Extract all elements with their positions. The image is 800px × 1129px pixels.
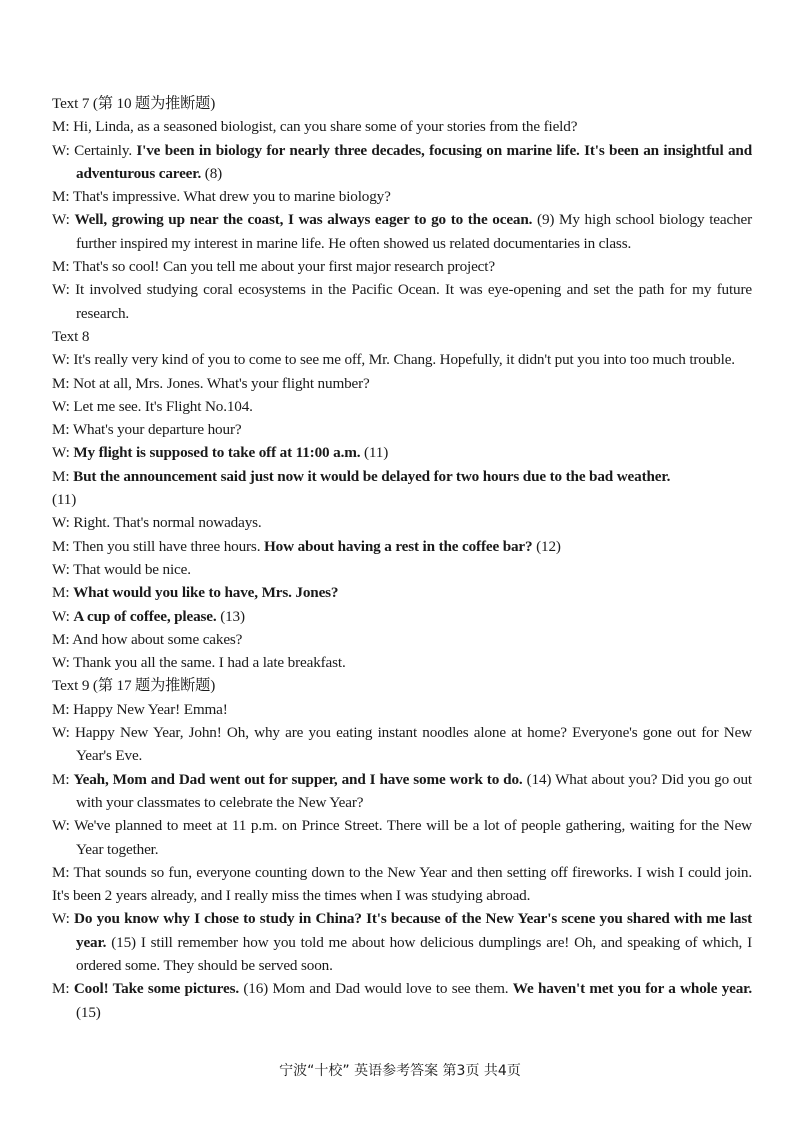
answer-highlight: I've been in biology for nearly three decades, focusing on marine life. It's been an insightful and adventurous career. bbox=[76, 141, 752, 182]
dialogue-line bbox=[52, 208, 752, 255]
line-text: And how about some cakes? bbox=[72, 630, 243, 648]
speaker-label: W: bbox=[52, 654, 70, 672]
section-heading-text7: Text 7 (第 10 题为推断题) bbox=[52, 95, 216, 112]
speaker-label: M: bbox=[52, 630, 70, 648]
speaker-label: W: bbox=[52, 397, 70, 415]
dialogue-line bbox=[52, 721, 752, 768]
line-text: (14) What about you? Did you go out with your classmates to celebrate the New Year? bbox=[76, 770, 753, 811]
dialogue-line bbox=[52, 115, 752, 138]
dialogue-line bbox=[52, 511, 752, 534]
dialogue-line bbox=[52, 255, 752, 278]
question-ref: (8) bbox=[204, 164, 223, 182]
dialogue-line bbox=[52, 698, 752, 721]
answer-highlight: Well, growing up near the coast, I was always eager to go to the ocean. bbox=[74, 211, 533, 229]
page-footer: 宁波“十校” 英语参考答案 第3页 共4页 bbox=[279, 1063, 521, 1079]
dialogue-line bbox=[52, 628, 752, 651]
answer-highlight: How about having a rest in the coffee bar? bbox=[264, 537, 533, 555]
document-page bbox=[52, 92, 752, 1024]
dialogue-line bbox=[52, 395, 752, 418]
answer-highlight: We haven't met you for a whole year. bbox=[512, 980, 753, 998]
speaker-label: M: bbox=[52, 118, 70, 136]
speaker-label: W: bbox=[52, 910, 70, 928]
dialogue-line bbox=[52, 768, 752, 815]
dialogue-line bbox=[52, 861, 752, 908]
line-text: (15) I still remember how you told me about how delicious dumplings are! Oh, and speaking of which, I ordered some. They should be served soon. bbox=[76, 933, 753, 974]
line-text: Hi, Linda, as a seasoned biologist, can you share some of your stories from the field? bbox=[73, 118, 578, 136]
speaker-label: W: bbox=[52, 141, 70, 159]
answer-highlight: Yeah, Mom and Dad went out for supper, and I have some work to do. bbox=[73, 770, 523, 788]
dialogue-line bbox=[52, 814, 752, 861]
answer-highlight: My flight is supposed to take off at 11:00 a.m. bbox=[73, 444, 361, 462]
speaker-label: W: bbox=[52, 211, 70, 229]
speaker-label: W: bbox=[52, 817, 70, 835]
dialogue-line bbox=[52, 535, 752, 558]
line-text: It involved studying coral ecosystems in the Pacific Ocean. It was eye-opening and set the path for my future research. bbox=[75, 281, 752, 322]
speaker-label: M: bbox=[52, 537, 70, 555]
question-ref: (13) bbox=[220, 607, 245, 625]
speaker-label: M: bbox=[52, 980, 70, 998]
line-text: (16) Mom and Dad would love to see them. bbox=[243, 980, 509, 998]
dialogue-line bbox=[52, 278, 752, 325]
section-heading-text9: Text 9 (第 17 题为推断题) bbox=[52, 677, 216, 695]
question-ref: (12) bbox=[536, 537, 561, 555]
dialogue-line bbox=[52, 558, 752, 581]
line-text: It's really very kind of you to come to see me off, Mr. Chang. Hopefully, it didn't put you into too much trouble. bbox=[73, 351, 735, 369]
speaker-label: M: bbox=[52, 188, 70, 206]
line-text: That would be nice. bbox=[73, 560, 191, 578]
line-text: Then you still have three hours. bbox=[72, 537, 261, 555]
speaker-label: W: bbox=[52, 724, 70, 742]
speaker-label: M: bbox=[52, 700, 70, 718]
line-text: Thank you all the same. I had a late breakfast. bbox=[73, 654, 346, 672]
question-ref: (11) bbox=[364, 444, 389, 462]
speaker-label: M: bbox=[52, 374, 70, 392]
line-text: We've planned to meet at 11 p.m. on Prince Street. There will be a lot of people gathering, waiting for the New Year together. bbox=[74, 817, 752, 858]
answer-highlight: A cup of coffee, please. bbox=[73, 607, 217, 625]
line-text: Not at all, Mrs. Jones. What's your flight number? bbox=[73, 374, 370, 392]
speaker-label: W: bbox=[52, 281, 70, 299]
speaker-label: W: bbox=[52, 560, 70, 578]
line-text: Right. That's normal nowadays. bbox=[73, 514, 262, 532]
speaker-label: M: bbox=[52, 258, 70, 276]
dialogue-line bbox=[52, 465, 752, 512]
dialogue-line bbox=[52, 977, 752, 1024]
line-text: Happy New Year, John! Oh, why are you eating instant noodles alone at home? Everyone's gone out for New Year's Eve. bbox=[74, 724, 752, 765]
question-ref: (15) bbox=[76, 1003, 101, 1021]
answer-highlight: But the announcement said just now it would be delayed for two hours due to the bad weather. bbox=[73, 467, 671, 485]
dialogue-line bbox=[52, 348, 752, 371]
dialogue-line bbox=[52, 441, 752, 464]
line-text: Certainly. bbox=[74, 141, 132, 159]
speaker-label: W: bbox=[52, 444, 70, 462]
dialogue-line bbox=[52, 605, 752, 628]
line-text: Happy New Year! Emma! bbox=[73, 700, 228, 718]
line-text: Let me see. It's Flight No.104. bbox=[73, 397, 253, 415]
question-ref: (11) bbox=[52, 491, 77, 509]
dialogue-line bbox=[52, 185, 752, 208]
speaker-label: M: bbox=[52, 863, 70, 881]
speaker-label: M: bbox=[52, 584, 70, 602]
dialogue-line bbox=[52, 139, 752, 186]
answer-highlight: Cool! Take some pictures. bbox=[73, 980, 239, 998]
line-text: (9) My high school biology teacher further inspired my interest in marine life. He often showed us related documentaries in class. bbox=[76, 211, 753, 252]
speaker-label: M: bbox=[52, 770, 70, 788]
dialogue-line bbox=[52, 581, 752, 604]
section-heading-text8: Text 8 bbox=[52, 327, 90, 345]
dialogue-line bbox=[52, 907, 752, 977]
line-text: What's your departure hour? bbox=[72, 421, 242, 439]
dialogue-line bbox=[52, 651, 752, 674]
answer-highlight: Do you know why I chose to study in China? It's because of the New Year's scene you shared with me last year. bbox=[74, 910, 752, 951]
speaker-label: M: bbox=[52, 467, 70, 485]
line-text: That's impressive. What drew you to marine biology? bbox=[72, 188, 391, 206]
speaker-label: W: bbox=[52, 351, 70, 369]
speaker-label: M: bbox=[52, 421, 70, 439]
line-text: That sounds so fun, everyone counting down to the New Year and then setting off fireworks. I wish I could join. It's been 2 years already, and I really miss the times when I was studying abroad. bbox=[52, 863, 753, 905]
speaker-label: W: bbox=[52, 607, 70, 625]
answer-highlight: What would you like to have, Mrs. Jones? bbox=[73, 584, 339, 602]
line-text: That's so cool! Can you tell me about your first major research project? bbox=[72, 258, 495, 276]
dialogue-line bbox=[52, 372, 752, 395]
speaker-label: W: bbox=[52, 514, 70, 532]
dialogue-line bbox=[52, 418, 752, 441]
